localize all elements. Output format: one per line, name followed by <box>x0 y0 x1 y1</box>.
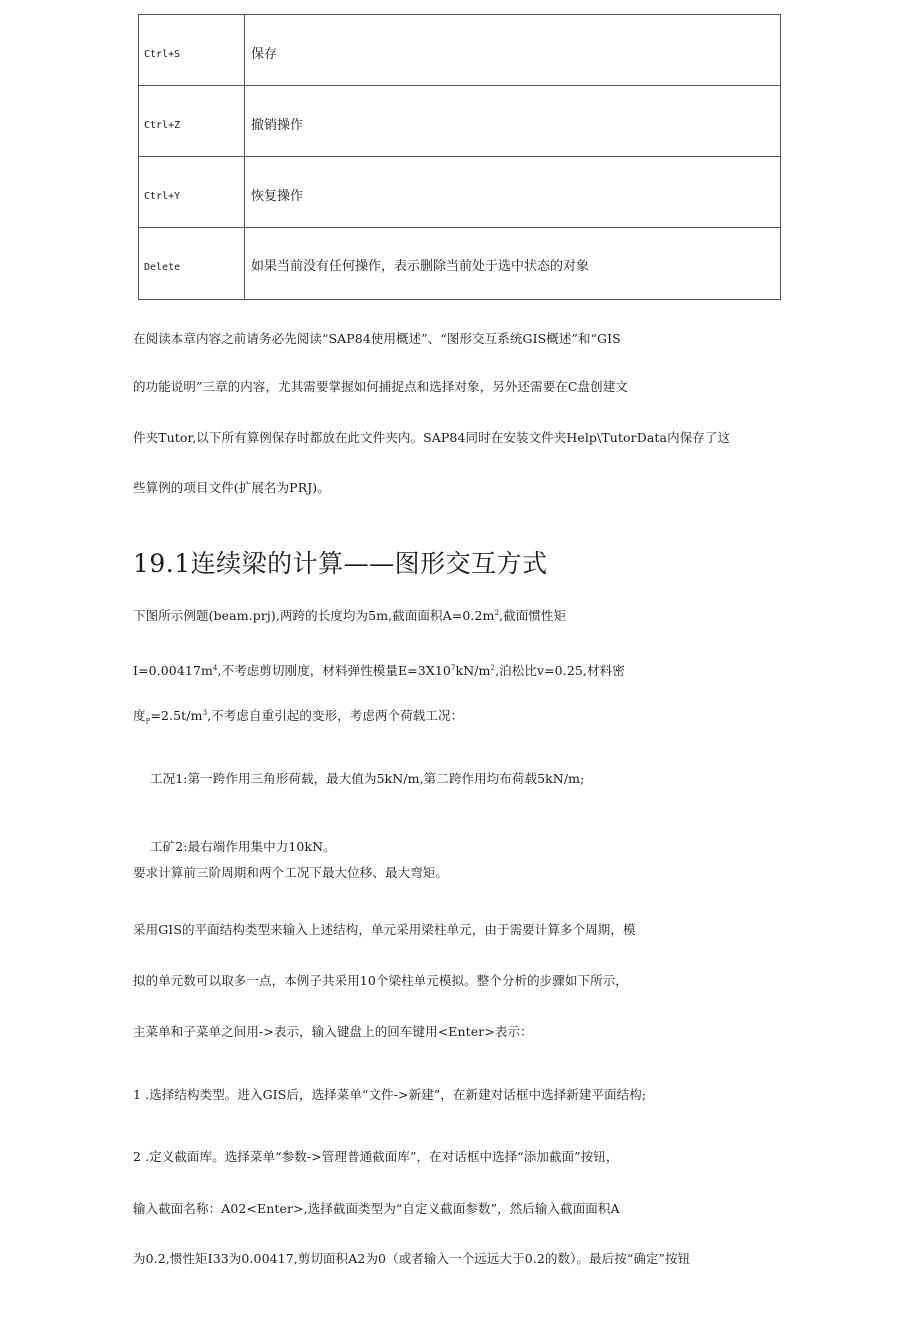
shortcut-desc <box>245 15 781 86</box>
superscript: 7 <box>450 663 456 672</box>
requirement: 要求计算前三阶周期和两个工况下最大位移、最大弯矩。 <box>133 865 449 880</box>
section-title: 19.1连续梁的计算——图形交互方式 <box>133 549 548 578</box>
superscript: 2 <box>494 608 500 617</box>
body-paragraph-1 <box>133 606 566 624</box>
text: 度 <box>133 708 146 723</box>
load-case-2: 工矿2:最右端作用集中力10kN。 <box>150 839 336 854</box>
shortcut-key: Ctrl+Y <box>139 157 245 228</box>
text: ,泊松比v=0.25,材料密 <box>495 663 625 678</box>
text: kN/m <box>455 663 491 678</box>
table-row <box>139 228 781 300</box>
table-row <box>139 157 781 228</box>
shortcut-desc-text: 保存 <box>251 47 278 62</box>
step-2-continued: 输入截面名称：A02<Enter>,选择截面类型为“自定义截面参数”，然后输入截面面积A <box>133 1201 620 1216</box>
intro-line-2: 的功能说明”三章的内容，尤其需要掌握如何捕捉点和选择对象，另外还需要在C盘创建文 <box>133 379 628 394</box>
intro-line-4: 些算例的项目文件(扩展名为PRJ)。 <box>133 480 330 495</box>
text: =2.5t/m <box>150 708 203 723</box>
shortcut-desc-text: 撤销操作 <box>251 118 304 133</box>
shortcut-desc <box>245 86 781 157</box>
intro-line-1: 在阅读本章内容之前请务必先阅读“SAP84使用概述”、“图形交互系统GIS概述”和“GIS <box>133 331 621 346</box>
step-1: 1 .选择结构类型。进入GIS后，选择菜单“文件->新建”，在新建对话框中选择新建平面结构; <box>133 1087 647 1102</box>
load-case-1: 工况1:第一跨作用三角形荷载，最大值为5kN/m,第二跨作用均布荷载5kN/m; <box>150 771 585 786</box>
text: 下图所示例题(beam.prj),两跨的长度均为5m,截面面积A=0.2m <box>133 608 495 623</box>
shortcut-desc <box>245 228 781 300</box>
superscript: 3 <box>202 708 208 717</box>
shortcut-desc-text: 如果当前没有任何操作，表示删除当前处于选中状态的对象 <box>251 259 590 274</box>
body-paragraph-2 <box>133 661 625 679</box>
body-paragraph-4: 采用GIS的平面结构类型来输入上述结构，单元采用梁柱单元，由于需要计算多个周期，模 <box>133 922 636 937</box>
subscript: P <box>145 717 151 726</box>
step-2-continued: 为0.2,惯性矩I33为0.00417,剪切面积A2为0（或者输入一个远远大于0.2的数）。最后按“确定”按钮 <box>133 1251 691 1266</box>
shortcut-key: Ctrl+Z <box>139 86 245 157</box>
text: ,不考虑自重引起的变形，考虑两个荷载工况： <box>207 708 464 723</box>
superscript: 2 <box>490 663 496 672</box>
shortcut-desc <box>245 157 781 228</box>
table-row <box>139 86 781 157</box>
body-paragraph-5: 拟的单元数可以取多一点，本例子共采用10个梁柱单元模拟。整个分析的步骤如下所示， <box>133 973 628 988</box>
body-paragraph-6: 主菜单和子菜单之间用->表示，输入键盘上的回车键用<Enter>表示： <box>133 1024 533 1039</box>
shortcut-table <box>138 14 781 300</box>
text: I=0.00417m <box>133 663 213 678</box>
table-row <box>139 15 781 86</box>
body-paragraph-3 <box>133 706 463 726</box>
superscript: 4 <box>212 663 218 672</box>
shortcut-key: Delete <box>139 228 245 300</box>
intro-line-3: 件夹Tutor,以下所有算例保存时都放在此文件夹内。SAP84同时在安装文件夹Help\TutorData内保存了这 <box>133 430 731 445</box>
step-2: 2 .定义截面库。选择菜单“参数->管理普通截面库”，在对话框中选择“添加截面”按钮， <box>133 1149 619 1164</box>
text: ,截面惯性矩 <box>499 608 567 623</box>
shortcut-desc-text: 恢复操作 <box>251 189 304 204</box>
text: ,不考虑剪切刚度，材料弹性模量E=3X10 <box>217 663 451 678</box>
shortcut-key: Ctrl+S <box>139 15 245 86</box>
